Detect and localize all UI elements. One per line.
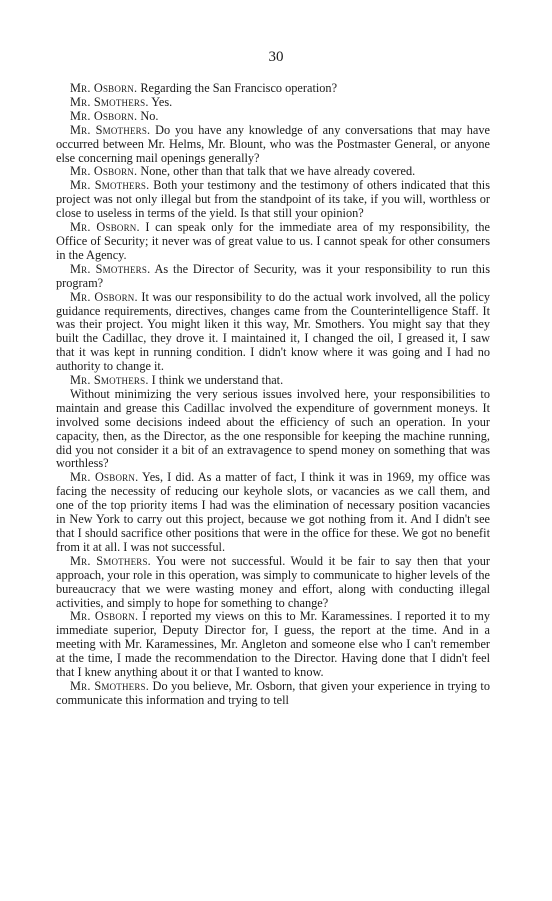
speaker-name: Mr. Osborn. [70, 164, 138, 179]
paragraph-text: I think we understand that. [148, 373, 284, 388]
transcript-paragraph [56, 610, 490, 680]
paragraph-text: No. [137, 108, 159, 123]
paragraph-text: Yes. [148, 94, 173, 109]
transcript-paragraph [56, 221, 490, 263]
paragraph-text: I reported my views on this to Mr. Karamessines. I reported it to my immediate superior, Deputy Director for, I guess, the report at the time. And in a meeting with Mr. Karamessines, Mr. Angleton and someone else who I can't remember at the time, I made the recommendation to the Director. Having done that I didn't feel that I knew anything about it or that I wanted to know. [56, 609, 490, 680]
transcript-paragraph [56, 555, 490, 611]
transcript-paragraph [56, 82, 490, 96]
hearing-transcript [56, 82, 490, 708]
transcript-paragraph [56, 263, 490, 291]
speaker-name: Mr. Smothers. [70, 553, 151, 568]
transcript-paragraph [56, 179, 490, 221]
page-number: 30 [268, 49, 284, 65]
speaker-name: Mr. Osborn. [70, 470, 139, 485]
speaker-name: Mr. Smothers. [70, 178, 150, 193]
paragraph-text: Do you have any knowledge of any conversations that may have occurred between Mr. Helms, Mr. Blount, who was the Postmaster General, or anyone else concerning mail openings generally? [56, 122, 490, 165]
transcript-paragraph [56, 388, 490, 471]
speaker-name: Mr. Smothers. [70, 261, 151, 276]
transcript-paragraph [56, 374, 490, 388]
transcript-paragraph [56, 680, 490, 708]
speaker-name: Mr. Smothers. [70, 122, 151, 137]
transcript-paragraph [56, 291, 490, 374]
speaker-name: Mr. Smothers. [70, 94, 149, 109]
speaker-name: Mr. Osborn. [70, 220, 140, 235]
paragraph-text: You were not successful. Would it be fair to say then that your approach, your role in this operation, was simply to communicate to higher levels of the bureaucracy that we were wasting money and effort, along with conducting illegal activities, and simply to hope for something to change? [56, 553, 490, 610]
paragraph-text: As the Director of Security, was it your responsibility to run this program? [56, 261, 490, 290]
speaker-name: Mr. Smothers. [70, 678, 150, 693]
transcript-paragraph [56, 471, 490, 554]
transcript-paragraph [56, 110, 490, 124]
speaker-name: Mr. Osborn. [70, 609, 139, 624]
paragraph-text: I can speak only for the immediate area of my responsibility, the Office of Security; it never was of great value to us. I cannot speak for other consumers in the Agency. [56, 220, 490, 262]
paragraph-text: Both your testimony and the testimony of others indicated that this project was not only illegal but from the standpoint of its take, if you will, worthless or close to useless in terms of the yield. Is that still your opinion? [56, 178, 490, 221]
transcript-paragraph [56, 165, 490, 179]
speaker-name: Mr. Osborn. [70, 108, 138, 123]
speaker-name: Mr. Smothers. [70, 373, 149, 388]
speaker-name: Mr. Osborn. [70, 289, 138, 304]
transcript-paragraph [56, 124, 490, 166]
paragraph-text: None, other than that talk that we have already covered. [137, 164, 416, 179]
paragraph-text: Regarding the San Francisco operation? [137, 81, 338, 95]
paragraph-text: Yes, I did. As a matter of fact, I think it was in 1969, my office was facing the necessity of reducing our keyhole slots, or vacancies as we call them, and one of the top priority items I had was the elimination of necessary position vacancies in New York to carry out this project, because we got nothing from it. And I didn't see that I should sacrifice other positions that were in the office for these. We got no benefit from it at all. I was not successful. [56, 470, 490, 554]
transcript-paragraph [56, 96, 490, 110]
speaker-name: Mr. Osborn. [70, 81, 138, 95]
paragraph-text: It was our responsibility to do the actual work involved, all the policy guidance requirements, directives, changes came from the Counterintelligence Staff. It was their project. You might liken it this way, Mr. Smothers. You might say that they built the Cadillac, they drove it. I maintained it, I changed the oil, I greased it, I saw that it was kept in running condition. I didn't know where it was going and I had no authority to change it. [56, 289, 490, 374]
paragraph-text: Do you believe, Mr. Osborn, that given your experience in trying to communicate this information and trying to tell [56, 678, 490, 707]
paragraph-text: Without minimizing the very serious issues involved here, your responsibilities to maintain and grease this Cadillac involved the expenditure of government moneys. It involved some decisions indeed about the efficiency of such an operation. In your capacity, then, as the Director, as the one responsible for keeping the machine running, did you not consider it a bit of an extravagence to spend money on something that was worthless? [56, 386, 490, 471]
